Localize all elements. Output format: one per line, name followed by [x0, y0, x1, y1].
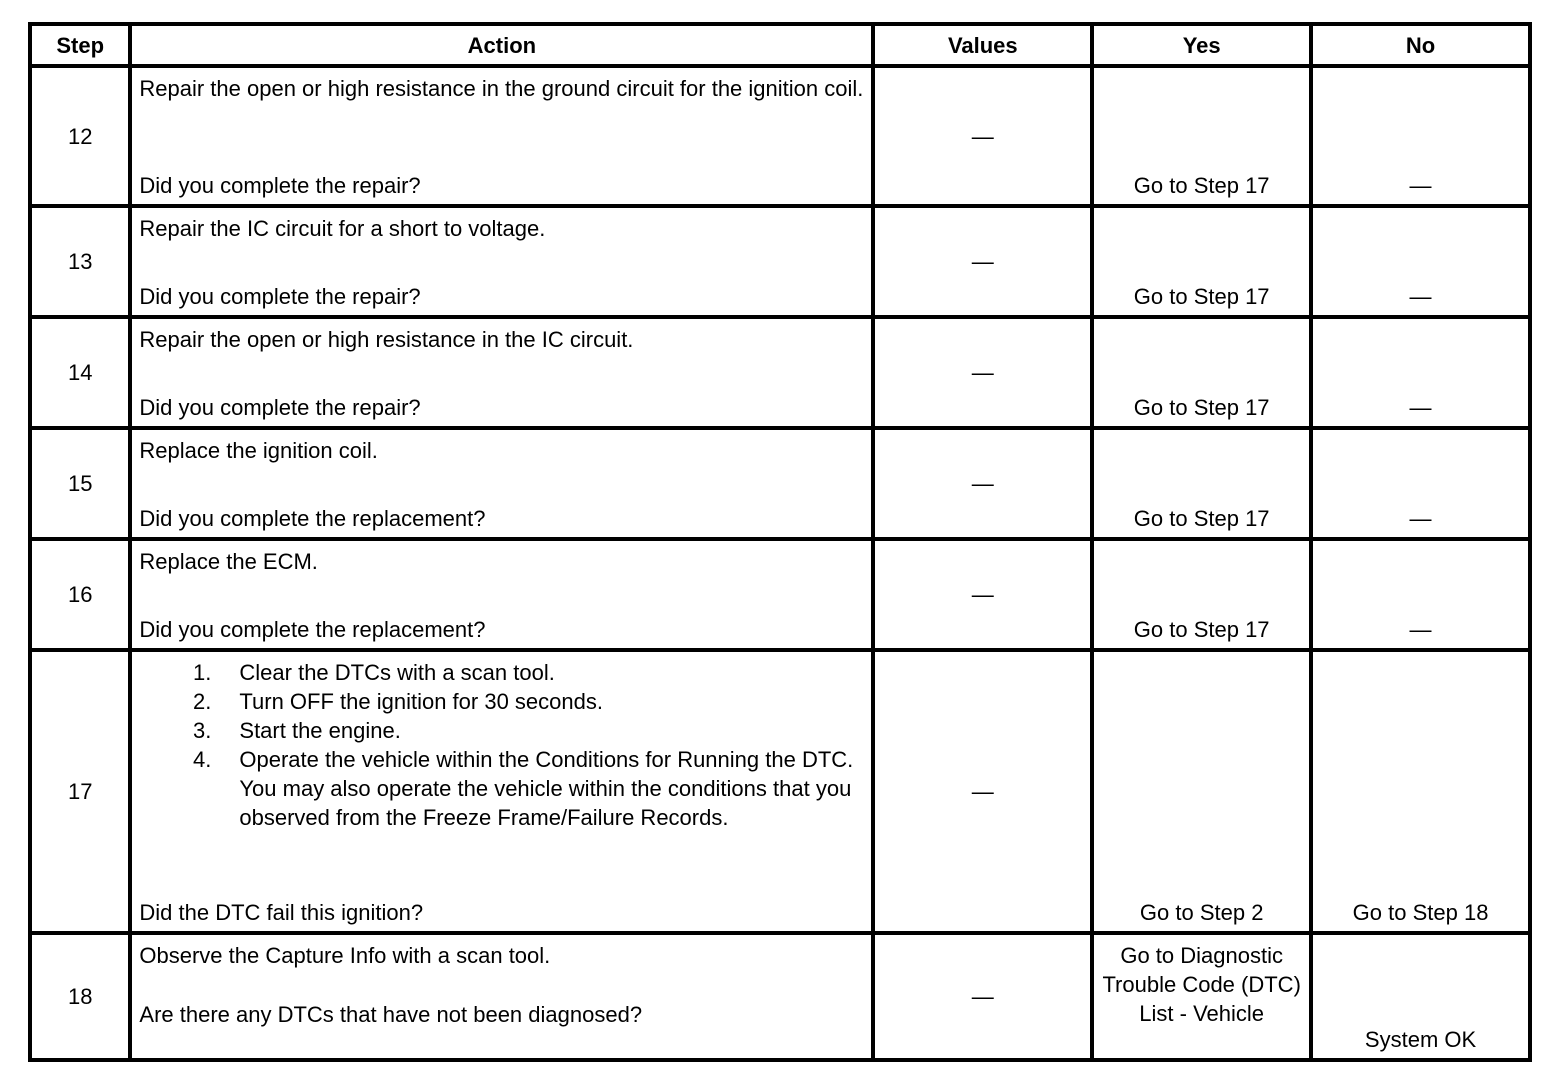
table-row [30, 317, 1530, 428]
yes-cell: Go to Step 2 [1092, 650, 1311, 933]
action-steps-list [139, 658, 865, 832]
diagnostic-table [28, 22, 1532, 1062]
step-number: 12 [30, 66, 130, 206]
action-text: Replace the ignition coil. [139, 438, 378, 463]
action-question: Did you complete the repair? [139, 395, 421, 420]
action-question: Did you complete the replacement? [139, 617, 486, 642]
no-cell: — [1311, 66, 1530, 206]
yes-cell: Go to Step 17 [1092, 317, 1311, 428]
step-number: 18 [30, 933, 130, 1060]
list-item [139, 687, 865, 716]
step-number: 13 [30, 206, 130, 317]
values-cell: — [873, 539, 1092, 650]
action-question: Are there any DTCs that have not been diagnosed? [139, 1002, 643, 1027]
no-cell: Go to Step 18 [1311, 650, 1530, 933]
step-number: 15 [30, 428, 130, 539]
yes-cell: Go to Step 17 [1092, 206, 1311, 317]
values-cell: — [873, 206, 1092, 317]
action-text: Repair the open or high resistance in the IC circuit. [139, 327, 634, 352]
list-item [139, 658, 865, 687]
values-cell: — [873, 66, 1092, 206]
header-row [30, 24, 1530, 66]
step-number: 14 [30, 317, 130, 428]
values-cell: — [873, 317, 1092, 428]
no-cell: System OK [1311, 933, 1530, 1060]
list-item-number: 3. [193, 718, 212, 743]
values-cell: — [873, 933, 1092, 1060]
list-item-number: 1. [193, 660, 212, 685]
list-item-text: Turn OFF the ignition for 30 seconds. [239, 689, 603, 714]
header-no: No [1311, 24, 1530, 66]
yes-cell: Go to Diagnostic Trouble Code (DTC) List - Vehicle [1092, 933, 1311, 1060]
table-row [30, 428, 1530, 539]
no-cell: — [1311, 206, 1530, 317]
list-item-text: Clear the DTCs with a scan tool. [239, 660, 555, 685]
table-row [30, 66, 1530, 206]
yes-cell: Go to Step 17 [1092, 428, 1311, 539]
action-question: Did the DTC fail this ignition? [139, 900, 424, 925]
list-item-number: 2. [193, 689, 212, 714]
action-text: Observe the Capture Info with a scan tool. [139, 943, 551, 968]
list-item [139, 745, 865, 832]
values-cell: — [873, 428, 1092, 539]
table-row [30, 206, 1530, 317]
header-yes: Yes [1092, 24, 1311, 66]
no-cell: — [1311, 539, 1530, 650]
values-cell: — [873, 650, 1092, 933]
action-text: Repair the open or high resistance in the ground circuit for the ignition coil. [139, 76, 864, 101]
table-row [30, 539, 1530, 650]
action-question: Did you complete the repair? [139, 173, 421, 198]
header-action: Action [130, 24, 873, 66]
table-row [30, 933, 1530, 1060]
step-number: 16 [30, 539, 130, 650]
header-values: Values [873, 24, 1092, 66]
yes-cell: Go to Step 17 [1092, 539, 1311, 650]
step-number: 17 [30, 650, 130, 933]
no-cell: — [1311, 428, 1530, 539]
list-item-number: 4. [193, 747, 212, 772]
action-text: Replace the ECM. [139, 549, 318, 574]
table-row [30, 650, 1530, 933]
header-step: Step [30, 24, 130, 66]
list-item [139, 716, 865, 745]
action-question: Did you complete the repair? [139, 284, 421, 309]
yes-cell: Go to Step 17 [1092, 66, 1311, 206]
list-item-text: Start the engine. [239, 718, 401, 743]
action-text: Repair the IC circuit for a short to voltage. [139, 216, 546, 241]
action-question: Did you complete the replacement? [139, 506, 486, 531]
list-item-text: Operate the vehicle within the Conditions for Running the DTC. You may also operate the vehicle within the conditions that you observed from the Freeze Frame/Failure Records. [239, 747, 854, 830]
no-cell: — [1311, 317, 1530, 428]
